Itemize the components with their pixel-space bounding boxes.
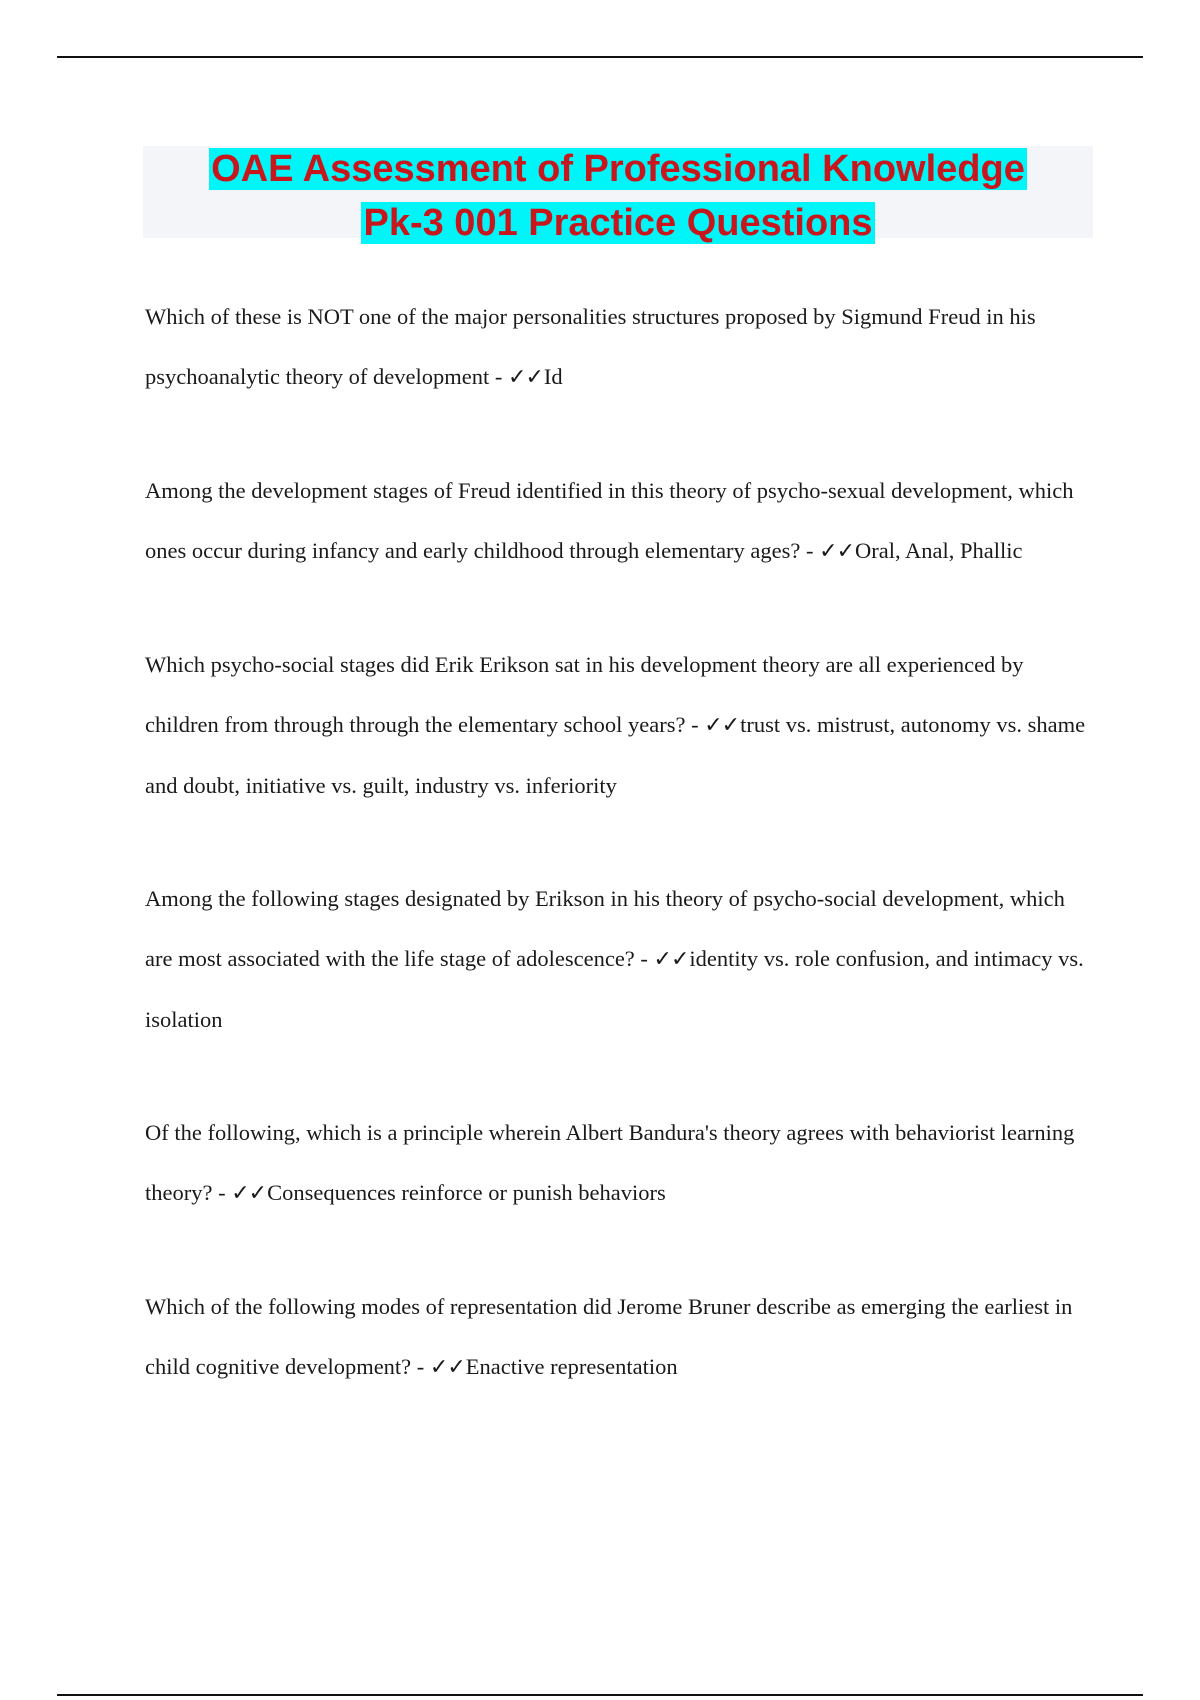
question-text: Of the following, which is a principle wherein Albert Bandura's theory agrees with behaviorist learning theory? - — [145, 1120, 1075, 1205]
question-text: Which of the following modes of representation did Jerome Bruner describe as emerging the earliest in child cognitive development? - — [145, 1294, 1073, 1379]
qa-item-1 — [145, 287, 1095, 408]
qa-item-3 — [145, 635, 1095, 816]
double-check-icon: ✓✓ — [819, 539, 855, 564]
document-title-line-2: Pk-3 001 Practice Questions — [363, 202, 873, 244]
answer-text: Enactive representation — [465, 1354, 678, 1379]
qa-item-2 — [145, 461, 1095, 582]
answer-text: trust vs. mistrust, autonomy vs. shame and doubt, initiative vs. guilt, industry vs. inferiority — [145, 712, 1086, 798]
answer-text: Oral, Anal, Phallic — [855, 538, 1023, 563]
question-list — [145, 287, 1095, 1398]
title-block — [143, 146, 1093, 244]
double-check-icon: ✓✓ — [429, 1355, 465, 1380]
question-text: Among the development stages of Freud identified in this theory of psycho-sexual development, which ones occur during infancy and early childhood through elementary ages? - — [145, 478, 1074, 563]
double-check-icon: ✓✓ — [704, 713, 740, 738]
double-check-icon: ✓✓ — [231, 1181, 267, 1206]
answer-text: Id — [543, 364, 563, 389]
double-check-icon: ✓✓ — [508, 365, 543, 390]
qa-item-5 — [145, 1103, 1095, 1224]
question-text: Among the following stages designated by Erikson in his theory of psycho-social development, which are most associated with the life stage of adolescence? - — [145, 886, 1065, 971]
answer-text: identity vs. role confusion, and intimacy vs. isolation — [145, 946, 1084, 1032]
qa-item-6 — [145, 1277, 1095, 1398]
double-check-icon: ✓✓ — [653, 947, 689, 972]
question-text: Which of these is NOT one of the major personalities structures proposed by Sigmund Freud in his psychoanalytic theory of development - — [145, 304, 1036, 389]
document-title-line-1: OAE Assessment of Professional Knowledge — [211, 148, 1025, 190]
qa-item-4 — [145, 869, 1095, 1050]
top-rule — [57, 56, 1143, 58]
bottom-rule — [57, 1694, 1143, 1696]
answer-text: Consequences reinforce or punish behaviors — [267, 1180, 666, 1205]
question-text: Which psycho-social stages did Erik Erikson sat in his development theory are all experienced by children from through through the elementary school years? - — [145, 652, 1024, 737]
